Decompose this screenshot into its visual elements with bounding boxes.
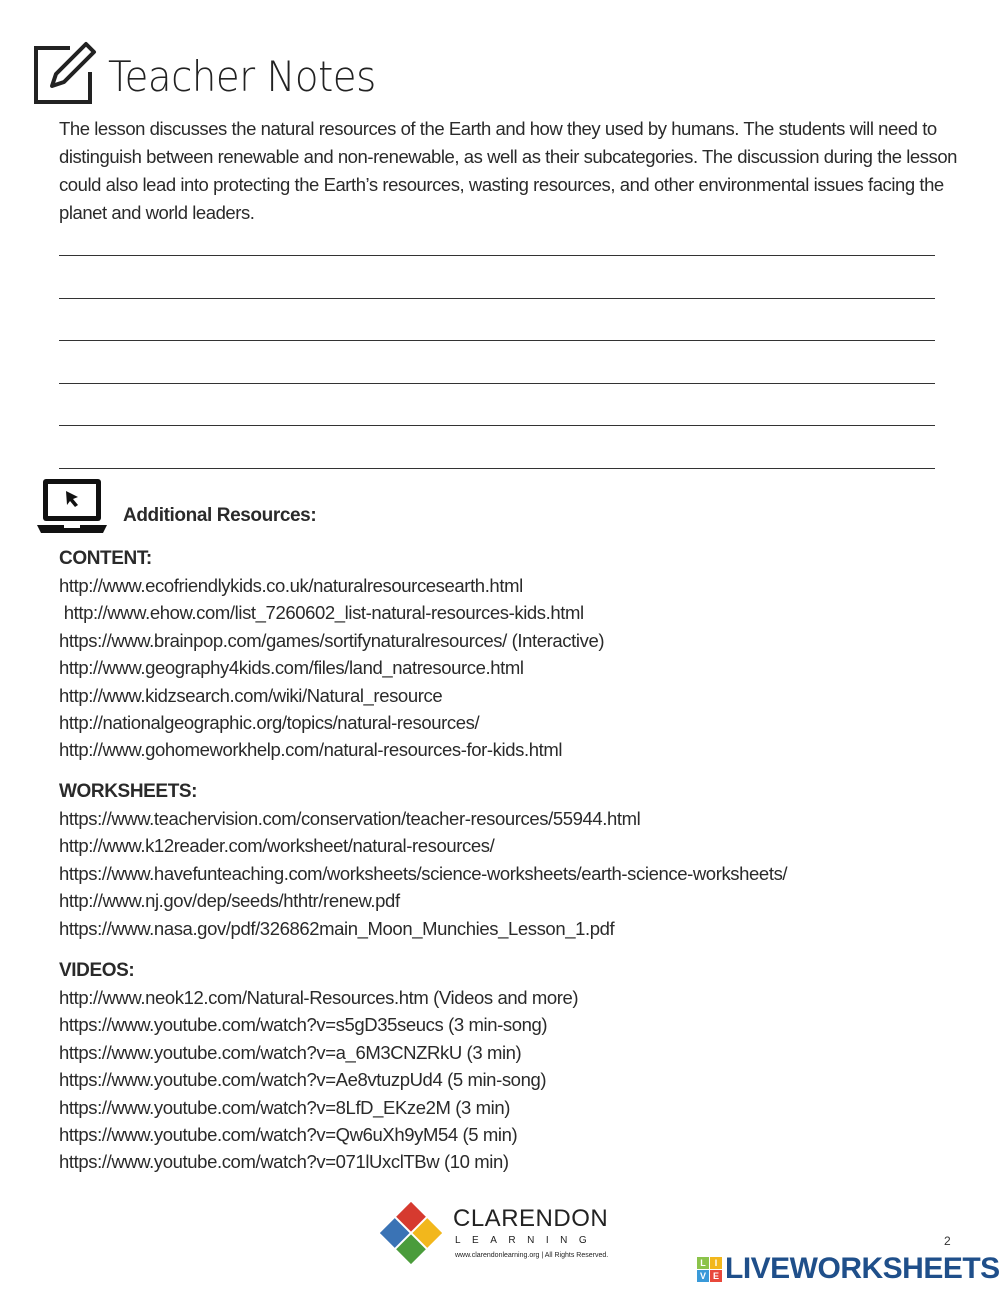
clarendon-sub: LEARNING [455, 1235, 599, 1246]
content-section [59, 545, 604, 764]
writing-line [59, 255, 935, 256]
live-mark-icon [697, 1257, 722, 1282]
resource-link[interactable]: https://www.youtube.com/watch?v=071lUxclTBw (10 min) [59, 1151, 509, 1173]
resource-link[interactable]: http://www.kidzsearch.com/wiki/Natural_resource [59, 684, 443, 706]
writing-line [59, 340, 935, 341]
resource-link[interactable]: http://www.neok12.com/Natural-Resources.htm (Videos and more) [59, 987, 579, 1008]
writing-line [59, 383, 935, 384]
section-heading: CONTENT: [59, 548, 152, 569]
writing-line [59, 468, 935, 469]
resource-link[interactable]: https://www.youtube.com/watch?v=a_6M3CNZRkU (3 min) [59, 1041, 522, 1063]
resource-link[interactable]: http://www.gohomeworkhelp.com/natural-resources-for-kids.html [59, 739, 563, 761]
additional-resources-heading: Additional Resources: [123, 505, 317, 526]
page-title: Teacher Notes [108, 52, 376, 101]
resource-link[interactable]: https://www.youtube.com/watch?v=Ae8vtuzpUd4 (5 min-song) [59, 1069, 547, 1091]
writing-line [59, 425, 935, 426]
live-mark-letter: L [697, 1257, 709, 1269]
writing-line [59, 298, 935, 299]
intro-paragraph: The lesson discusses the natural resources of the Earth and how they used by humans. The students will need to distinguish between renewable and non-renewable, as well as their subcategories. The discussion during the lesson could also lead into protecting the Earth’s resources, wasting resources, and other environmental issues facing the planet and world leaders. [59, 118, 958, 223]
resource-link[interactable]: https://www.youtube.com/watch?v=Qw6uXh9yM54 (5 min) [59, 1123, 518, 1145]
live-mark-letter: V [697, 1270, 709, 1282]
resource-link[interactable]: http://www.nj.gov/dep/seeds/hthtr/renew.pdf [59, 890, 400, 912]
resource-link[interactable]: https://www.teachervision.com/conservation/teacher-resources/55944.html [59, 808, 641, 829]
videos-section [59, 957, 578, 1176]
resource-link[interactable]: http://www.ecofriendlykids.co.uk/naturalresourcesearth.html [59, 575, 523, 596]
live-mark-letter: E [710, 1270, 722, 1282]
resource-link[interactable]: http://www.ehow.com/list_7260602_list-natural-resources-kids.html [59, 602, 584, 624]
liveworksheets-logo [697, 1252, 1000, 1286]
resource-link[interactable]: https://www.nasa.gov/pdf/326862main_Moon_Munchies_Lesson_1.pdf [59, 917, 615, 939]
section-heading: VIDEOS: [59, 960, 135, 981]
section-heading: WORKSHEETS: [59, 781, 198, 802]
liveworksheets-text: LIVEWORKSHEETS [725, 1252, 1000, 1285]
edit-note-icon [32, 38, 102, 106]
resource-link[interactable]: http://www.geography4kids.com/files/land_natresource.html [59, 657, 524, 679]
resource-link[interactable]: https://www.brainpop.com/games/sortifynaturalresources/ (Interactive) [59, 629, 605, 651]
resource-link[interactable]: http://nationalgeographic.org/topics/natural-resources/ [59, 711, 480, 733]
clarendon-learning-logo [380, 1198, 620, 1268]
resource-link[interactable]: http://www.k12reader.com/worksheet/natural-resources/ [59, 835, 495, 857]
resource-link[interactable]: https://www.havefunteaching.com/worksheets/science-worksheets/earth-science-worksheets/ [59, 862, 788, 884]
resource-link[interactable]: https://www.youtube.com/watch?v=8LfD_EKze2M (3 min) [59, 1096, 511, 1118]
worksheets-section [59, 778, 787, 942]
page-number: 2 [944, 1234, 951, 1248]
laptop-cursor-icon [36, 477, 108, 535]
resource-link[interactable]: https://www.youtube.com/watch?v=s5gD35seucs (3 min-song) [59, 1014, 548, 1036]
live-mark-letter: I [710, 1257, 722, 1269]
clarendon-url: www.clarendonlearning.org | All Rights Reserved. [455, 1252, 609, 1259]
puzzle-logo-icon [380, 1202, 442, 1264]
clarendon-name: CLARENDON [453, 1205, 609, 1232]
